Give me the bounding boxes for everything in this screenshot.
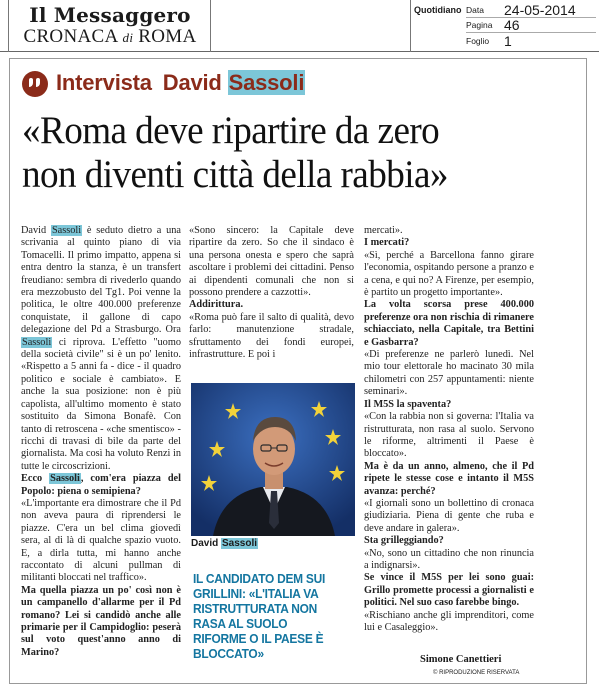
masthead-sub-di: di: [122, 30, 134, 45]
article-column-2: [189, 225, 354, 361]
answer: mercati».: [364, 225, 403, 236]
question: Sta grilleggiando?: [364, 535, 444, 547]
masthead-sub-a: CRONACA: [23, 26, 118, 47]
headline: [22, 108, 548, 196]
meta-value: 46: [504, 17, 520, 33]
headline-line: «Roma deve ripartire da zero: [22, 108, 440, 152]
question: Ma è da un anno, almeno, che il Pd ripete le stesse cose e intanto il M5S avanza: perché?: [364, 460, 534, 497]
divider: [8, 0, 9, 52]
caption-text: David: [191, 538, 222, 549]
headline-line: non diventi città della rabbia»: [22, 152, 448, 196]
answer: «Di preferenze ne parlerò lunedì. Nel mio tour elettorale ho macinato 30 mila chilometri con 257 appuntamenti: niente seminari».: [364, 349, 534, 398]
meta-row-foglio: [466, 33, 596, 48]
question: Il M5S la spaventa?: [364, 398, 452, 410]
kicker-surname: Sassoli: [228, 70, 305, 95]
portrait-image: [191, 383, 355, 536]
divider: [210, 0, 211, 52]
meta-value: 24-05-2014: [504, 2, 576, 18]
meta-label: Data: [466, 5, 484, 15]
answer: «Rischiano anche gli imprenditori, come lui e Casaleggio».: [364, 609, 534, 633]
text-run: David: [21, 225, 51, 236]
answer: «Roma può fare il salto di qualità, devo farlo: manutenzione stradale, sfruttamento dei fondi europei, infrastrutture. E poi i: [189, 311, 354, 361]
masthead-section: [20, 26, 200, 48]
masthead-name: Il Messaggero: [29, 3, 191, 27]
photo-caption: [191, 538, 258, 549]
kicker-name: David: [162, 70, 222, 95]
masthead-sub-b: ROMA: [138, 26, 197, 47]
question: Addirittura.: [189, 299, 244, 311]
meta-row-pagina: [466, 18, 596, 33]
question: Se vince il M5S per lei sono guai: Grillo promette processi a giornalisti e politici. Nel suo caso farebbe bingo.: [364, 572, 534, 609]
question: [21, 473, 181, 498]
meta-label: Foglio: [466, 35, 490, 46]
masthead: [20, 4, 200, 48]
answer: «Sono sincero: la Capitale deve ripartire da zero. So che il sindaco è una persona onesta e spero che saprà ascoltare i problemi dei cittadini. Penso ai dipendenti comunali che non si possono prendere a cazzotti».: [189, 225, 354, 299]
question: I mercati?: [364, 237, 410, 249]
byline: Simone Canettieri: [420, 654, 502, 665]
text-run: Ecco: [21, 473, 50, 485]
intro-paragraph: [21, 225, 181, 473]
portrait-photo: [191, 383, 355, 536]
text-run: ci riprova. L'effetto "uomo della società civile" si è un po' lenito. «Rispetto a 5 anni fa - dice - il quadro politico e sociale è cambiato». E anche la sua posizione: non è più capolista, all'ultimo momento è stato sostituito da Simona Bonafè. Con tanto di retroscena - «che smentisco» - ricchi di travasi di bile da parte del giornalista. Ma così ha voluto Renzi in tutte le circoscrizioni.: [21, 336, 181, 472]
page-header: [0, 0, 599, 52]
highlighted-name: Sassoli: [222, 538, 258, 549]
answer: «No, sono un cittadino che non rinuncia a indignarsi».: [364, 547, 534, 571]
highlighted-name: Sassoli: [50, 473, 80, 485]
copyright-note: © RIPRODUZIONE RISERVATA: [433, 670, 520, 676]
answer: «L'importante era dimostrare che il Pd non aveva paura di riprendersi le piazze. C'era un bel clima giovedì sera, al di là di qualche spazio vuoto. E, a dirla tutta, mi hanno anche raccontato di alcuni pullman di militanti bloccati nel traffico».: [21, 497, 181, 584]
kicker: [56, 70, 305, 96]
highlighted-name: Sassoli: [51, 225, 82, 236]
answer: «I giornali sono un bollettino di cronaca giudiziaria. Piena di gente che ruba e deve andare in galera».: [364, 497, 534, 534]
article-column-1: [21, 225, 181, 659]
meta-table: [466, 3, 596, 48]
pull-quote: IL CANDIDATO DEM SUI GRILLINI: «L'ITALIA VA RISTRUTTURATA NON RASA AL SUOLO RIFORME O IL PAESE È BLOCCATO»: [193, 571, 326, 661]
meta-label: Pagina: [466, 20, 493, 30]
text-run: è seduto dietro a una scrivania al quinto piano di via Tomacelli. Il primo impatto, appena si entra dentro la stanza, è un transfert freudiano: sembra di rivederlo quando era mezzobusto del Tg1. Poi venne la politica, le oltre 400.000 preferenze conquistate, il gallone di capo delegazione del Pd a Strasburgo. Ora: [21, 225, 181, 336]
divider: [410, 0, 411, 52]
question: Ma quella piazza un po' così non è un campanello d'allarme per il Pd romano? Lei si candidò anche alle primarie per il Campidoglio: peserà sul voto quest'anno anno di Marino?: [21, 584, 181, 658]
article-column-3: [364, 225, 534, 634]
quote-icon: [22, 71, 48, 97]
text-run: , com'era piazza del Popolo: piena o semipiena?: [21, 473, 181, 497]
meta-value: 1: [504, 32, 512, 49]
highlighted-name: Sassoli: [22, 336, 52, 348]
answer: «Sì, perché a Barcellona fanno girare l'economia, ospitando persone a pranzo e a cena, e qui no? A Firenze, per esempio, è partito un progetto importante».: [364, 249, 534, 299]
section-label: Quotidiano: [414, 5, 462, 15]
kicker-label: Intervista: [56, 70, 152, 95]
question: La volta scorsa prese 400.000 preferenze ora non rischia di rimanere schiacciato, nella Capitale, tra Bettini e Gasbarra?: [364, 299, 534, 348]
answer: «Con la rabbia non si governa: l'Italia va ristrutturata, non rasa al suolo. Servono le riforme, altrimenti il Paese è bloccato».: [364, 411, 534, 460]
meta-row-data: [466, 3, 596, 18]
